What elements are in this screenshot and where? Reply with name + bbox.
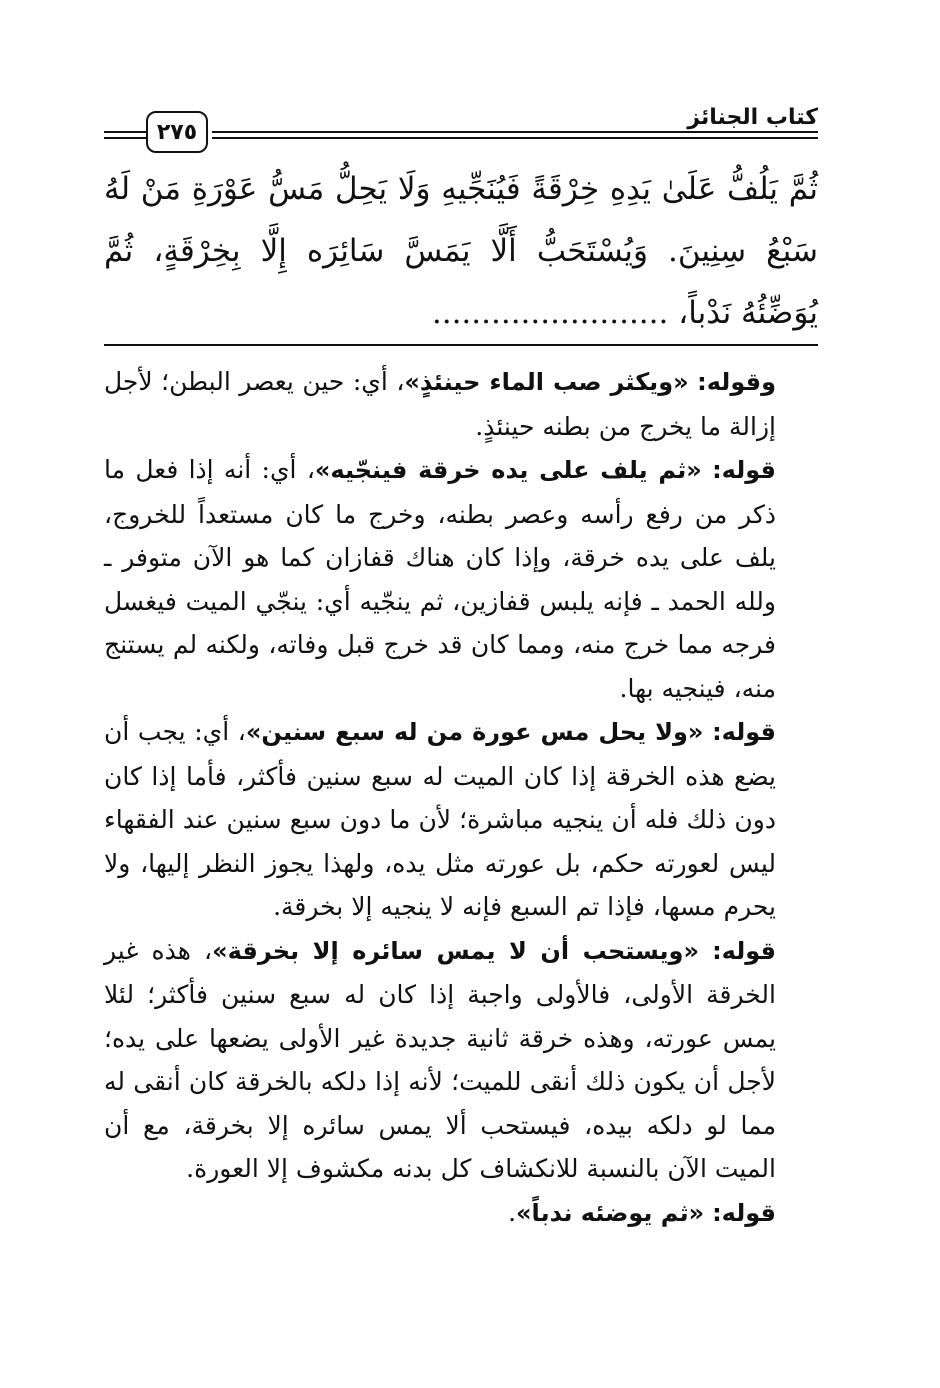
header-double-rule-right <box>212 130 818 139</box>
paragraph-label: قوله: <box>712 936 776 965</box>
quoted-matn: «ويكثر صب الماء حينئذٍ» <box>404 368 689 396</box>
paragraph-label: قوله: <box>712 456 776 484</box>
commentary-paragraph <box>104 929 818 1191</box>
commentary-paragraph <box>104 360 818 448</box>
commentary-paragraph <box>104 1191 818 1236</box>
quoted-matn: «ولا يحل مس عورة من له سبع سنين» <box>245 718 704 746</box>
header-double-rule-left <box>104 130 146 139</box>
matn-dotted-leader: ........................ <box>431 295 669 331</box>
commentary-paragraph <box>104 710 818 929</box>
commentary-block <box>104 360 818 1235</box>
quoted-matn: «ثم يوضئه ندباً» <box>516 1198 705 1227</box>
matn-text-block <box>104 158 818 344</box>
page-number: ٢٧٥ <box>156 119 198 145</box>
page-number-box <box>146 111 208 153</box>
separator-rule <box>104 344 818 346</box>
paragraph-label: قوله: <box>712 718 777 746</box>
quoted-matn: «ويستحب أن لا يمس سائره إلا بخرقة» <box>212 936 699 965</box>
paragraph-text: ، هذه غير الخرقة الأولى، فالأولى واجبة إذا كان له سبع سنين فأكثر؛ لئلا يمس عورته، وهذه خرقة ثانية جديدة غير الأولى يضعها على يده؛ لأجل أن يكون ذلك أنقى للميت؛ لأنه إذا دلكه بالخرقة كان أنقى له مما لو دلكه بيده، فيستحب ألا يمس سائره إلا بخرقة، مع أن الميت الآن بالنسبة للانكشاف كل بدنه مكشوف إلا العورة. <box>104 935 776 1183</box>
running-head-chapter-title: كتاب الجنائز <box>687 105 818 130</box>
quoted-matn: «ثم يلف على يده خرقة فينجّيه» <box>314 456 702 484</box>
paragraph-text: . <box>508 1197 517 1227</box>
paragraph-text: ، أي: أنه إذا فعل ما ذكر من رفع رأسه وعصر بطنه، وخرج ما كان مستعداً للخروج، يلف على يده خرقة، وإذا كان هناك قفازان كما هو الآن متوفر ـ ولله الحمد ـ فإنه يلبس قفازين، ثم ينجّيه أي: ينجّي الميت فيغسل فرجه مما خرج منه، ومما كان قد خرج قبل وفاته، ولكنه لم يستنج منه، فينجيه بها. <box>104 455 776 703</box>
paragraph-text: ، أي: يجب أن يضع هذه الخرقة إذا كان الميت له سبع سنين فأكثر، فأما إذا كان دون ذلك فله أن ينجيه مباشرة؛ لأن ما دون سبع سنين عند الفقهاء ليس لعورته حكم، بل عورته مثل يده، ولهذا يجوز النظر إليها، ولا يحرم مسها، فإذا تم السبع فإنه لا ينجيه إلا بخرقة. <box>104 717 776 921</box>
paragraph-text: ، أي: حين يعصر البطن؛ لأجل إزالة ما يخرج من بطنه حينئذٍ. <box>104 367 776 441</box>
paragraph-label: وقوله: <box>697 368 776 396</box>
matn-text: ثُمَّ يَلُفُّ عَلَىٰ يَدِهِ خِرْقَةً فَيُنَجِّيهِ وَلَا يَحِلُّ مَسُّ عَوْرَةِ مَنْ لَهُ سَبْعُ سِنِينَ. وَيُسْتَحَبُّ أَلَّا يَمَسَّ سَائِرَه إِلَّا بِخِرْقَةٍ، ثُمَّ يُوَضِّئُهُ نَدْباً، <box>104 171 818 331</box>
paragraph-label: قوله: <box>712 1198 776 1227</box>
commentary-paragraph <box>104 448 818 710</box>
